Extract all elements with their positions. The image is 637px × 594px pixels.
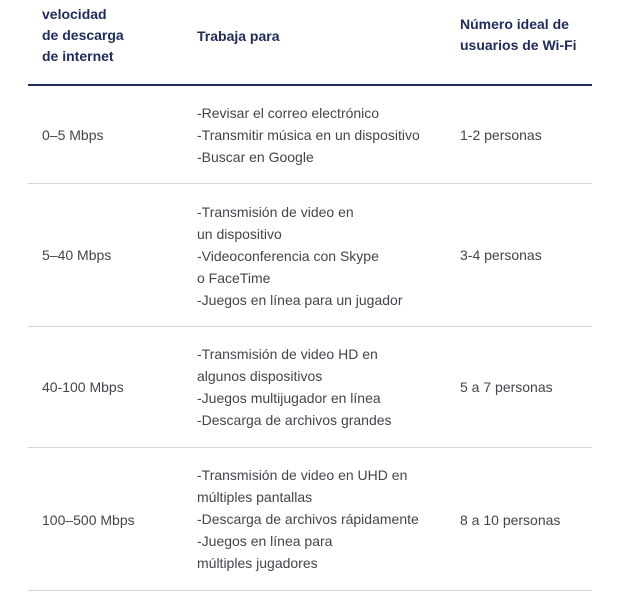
speed-cell: 0–5 Mbps	[42, 127, 104, 143]
speed-cell: 40-100 Mbps	[42, 379, 124, 395]
uses-cell	[197, 464, 437, 574]
users-cell: 8 a 10 personas	[460, 512, 561, 528]
use-line: -Transmisión de video en UHD en	[197, 467, 408, 483]
use-line: -Videoconferencia con Skype	[197, 248, 379, 264]
use-line: algunos dispositivos	[197, 368, 323, 384]
use-line: -Juegos en línea para	[197, 533, 333, 549]
header-download-speed: velocidad de descarga de internet	[42, 6, 124, 64]
header-ideal-users: Número ideal de usuarios de Wi-Fi	[460, 16, 577, 53]
use-line: múltiples pantallas	[197, 489, 313, 505]
internet-speed-table	[28, 0, 592, 591]
use-line: -Buscar en Google	[197, 149, 314, 165]
table-row	[28, 184, 592, 327]
use-line: un dispositivo	[197, 226, 282, 242]
table-row	[28, 448, 592, 591]
use-line: o FaceTime	[197, 270, 271, 286]
use-line: múltiples jugadores	[197, 555, 318, 571]
table-header	[28, 0, 592, 86]
use-line: -Juegos multijugador en línea	[197, 390, 381, 406]
header-works-for: Trabaja para	[197, 28, 280, 44]
table-row	[28, 327, 592, 448]
use-line: -Juegos en línea para un jugador	[197, 292, 403, 308]
uses-cell	[197, 201, 437, 311]
speed-cell: 5–40 Mbps	[42, 247, 112, 263]
users-cell: 3-4 personas	[460, 247, 542, 263]
uses-cell	[197, 102, 437, 168]
uses-cell	[197, 343, 437, 431]
use-line: -Transmitir música en un dispositivo	[197, 127, 420, 143]
speed-cell: 100–500 Mbps	[42, 512, 135, 528]
use-line: -Descarga de archivos rápidamente	[197, 511, 419, 527]
use-line: -Revisar el correo electrónico	[197, 105, 380, 121]
use-line: -Transmisión de video HD en	[197, 346, 378, 362]
use-line: -Transmisión de video en	[197, 204, 354, 220]
users-cell: 5 a 7 personas	[460, 379, 553, 395]
table-row	[28, 86, 592, 184]
use-line: -Descarga de archivos grandes	[197, 412, 392, 428]
users-cell: 1-2 personas	[460, 127, 542, 143]
